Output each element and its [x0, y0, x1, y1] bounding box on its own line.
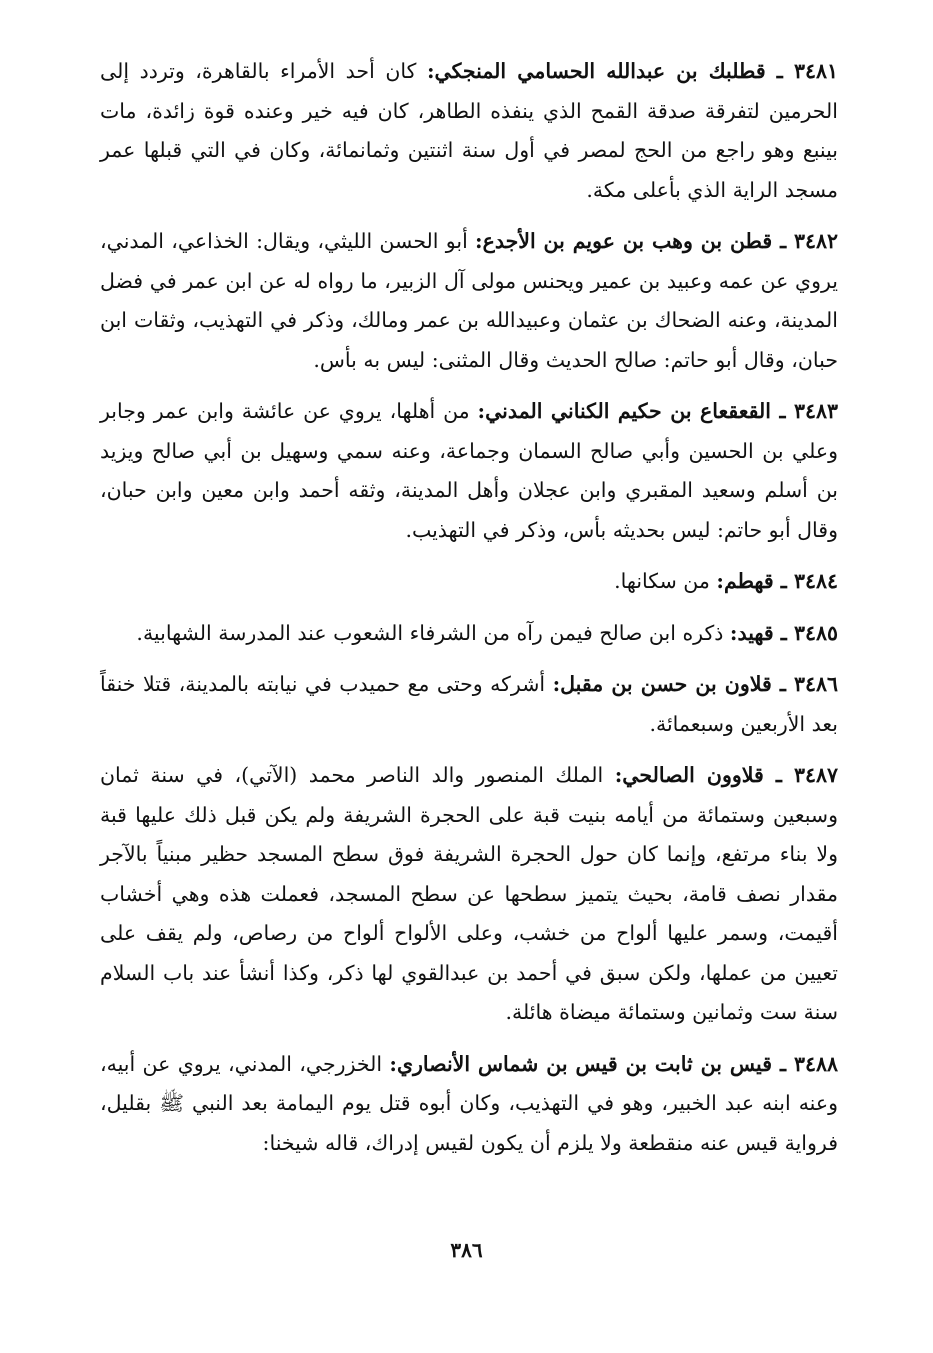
entry-3483	[100, 392, 838, 550]
entry-heading: ٣٤٨٤ ـ قهطم:	[716, 569, 838, 593]
entry-3488	[100, 1045, 838, 1164]
entry-3487	[100, 756, 838, 1033]
entry-3481	[100, 52, 838, 210]
entry-body: ذكره ابن صالح فيمن رآه من الشرفاء الشعوب عند المدرسة الشهابية.	[136, 620, 730, 645]
entry-3482	[100, 222, 838, 380]
entry-heading: ٣٤٨٦ ـ قلاون بن حسن بن مقبل:	[552, 672, 838, 696]
entry-heading: ٣٤٨٧ ـ قلاوون الصالحي:	[614, 763, 838, 787]
page-number: ٣٨٦	[450, 1238, 483, 1262]
entry-heading: ٣٤٨٨ ـ قيس بن ثابت بن قيس بن شماس الأنصاري:	[389, 1051, 838, 1076]
biographical-entries	[100, 52, 838, 1175]
entry-heading: ٣٤٨٢ ـ قطن بن وهب بن عويم بن الأجدع:	[475, 229, 839, 253]
entry-body: من أهلها، يروي عن عائشة وابن عمر وجابر وعلي بن الحسين وأبي صالح السمان وجماعة، وعنه سمي وسهيل بن أبي صالح ويزيد بن أسلم وسعيد المقبري وابن عجلان وأهل المدينة، وثقه أحمد وابن معين وابن حبان، وقال أبو حاتم: ليس بحديثه بأس، وذكر في التهذيب.	[100, 399, 838, 542]
entry-heading: ٣٤٨٥ ـ قهيد:	[729, 620, 838, 645]
entry-body: الملك المنصور والد الناصر محمد (الآتي)، في سنة ثمان وسبعين وستمائة من أيامه بنيت قبة على الحجرة الشريفة ولم يكن قبل ذلك عليها قبة ولا بناء مرتفع، وإنما كان حول الحجرة الشريفة فوق سطح المسجد حظير مبنياً بالآجر مقدار نصف قامة، بحيث يتميز سطحها عن سطح المسجد، فعملت هذه وهي أخشاب أقيمت، وسمر عليها ألواح من خشب، وعلى الألواح ألواح من رصاص، ولم يقف على تعيين من عملها، ولكن سبق في أحمد بن عبدالقوي لها ذكر، وكذا أنشأ عند باب السلام سنة ست وثمانين وستمائة ميضاة هائلة.	[100, 763, 838, 1024]
entry-body: الخزرجي، المدني، يروي عن أبيه، وعنه ابنه عبد الخبير، وهو في التهذيب، وكان أبوه قتل يوم اليمامة بعد النبي ﷺ بقليل، فرواية قيس عنه منقطعة ولا يلزم أن يكون لقيس إدراك، قاله شيخنا:	[100, 1051, 838, 1155]
entry-body: أبو الحسن الليثي، ويقال: الخذاعي، المدني، يروي عن عمه وعبيد بن عمير ويحنس مولى آل الزبير، ما رواه له عن ابن عمر في فضل المدينة، وعنه الضحاك بن عثمان وعبيدالله بن عمر ومالك، وذكر في التهذيب، وثقات ابن حبان، وقال أبو حاتم: صالح الحديث وقال المثنى: ليس به بأس.	[100, 229, 838, 372]
entry-3484	[100, 562, 838, 602]
entry-body: أشركه وحتى مع حميدب في نيابته بالمدينة، قتلا خنقاً بعد الأربعين وسبعمائة.	[100, 672, 838, 736]
entry-heading: ٣٤٨١ ـ قطلبك بن عبدالله الحسامي المنجكي:	[426, 59, 838, 83]
entry-3485	[100, 614, 838, 654]
entry-body: من سكانها.	[614, 569, 717, 593]
entry-body: كان أحد الأمراء بالقاهرة، وتردد إلى الحرمين لتفرقة صدقة القمح الذي ينفذه الطاهر، كان فيه خير وعنده قوة زائدة، مات بينبع وهو راجع من الحج لمصر في أول سنة اثنتين وثمانمائة، وكان في التي قبلها عمر مسجد الراية الذي بأعلى مكة.	[100, 59, 838, 202]
entry-heading: ٣٤٨٣ ـ القعقعاع بن حكيم الكناني المدني:	[477, 399, 838, 423]
entry-3486	[100, 665, 838, 744]
